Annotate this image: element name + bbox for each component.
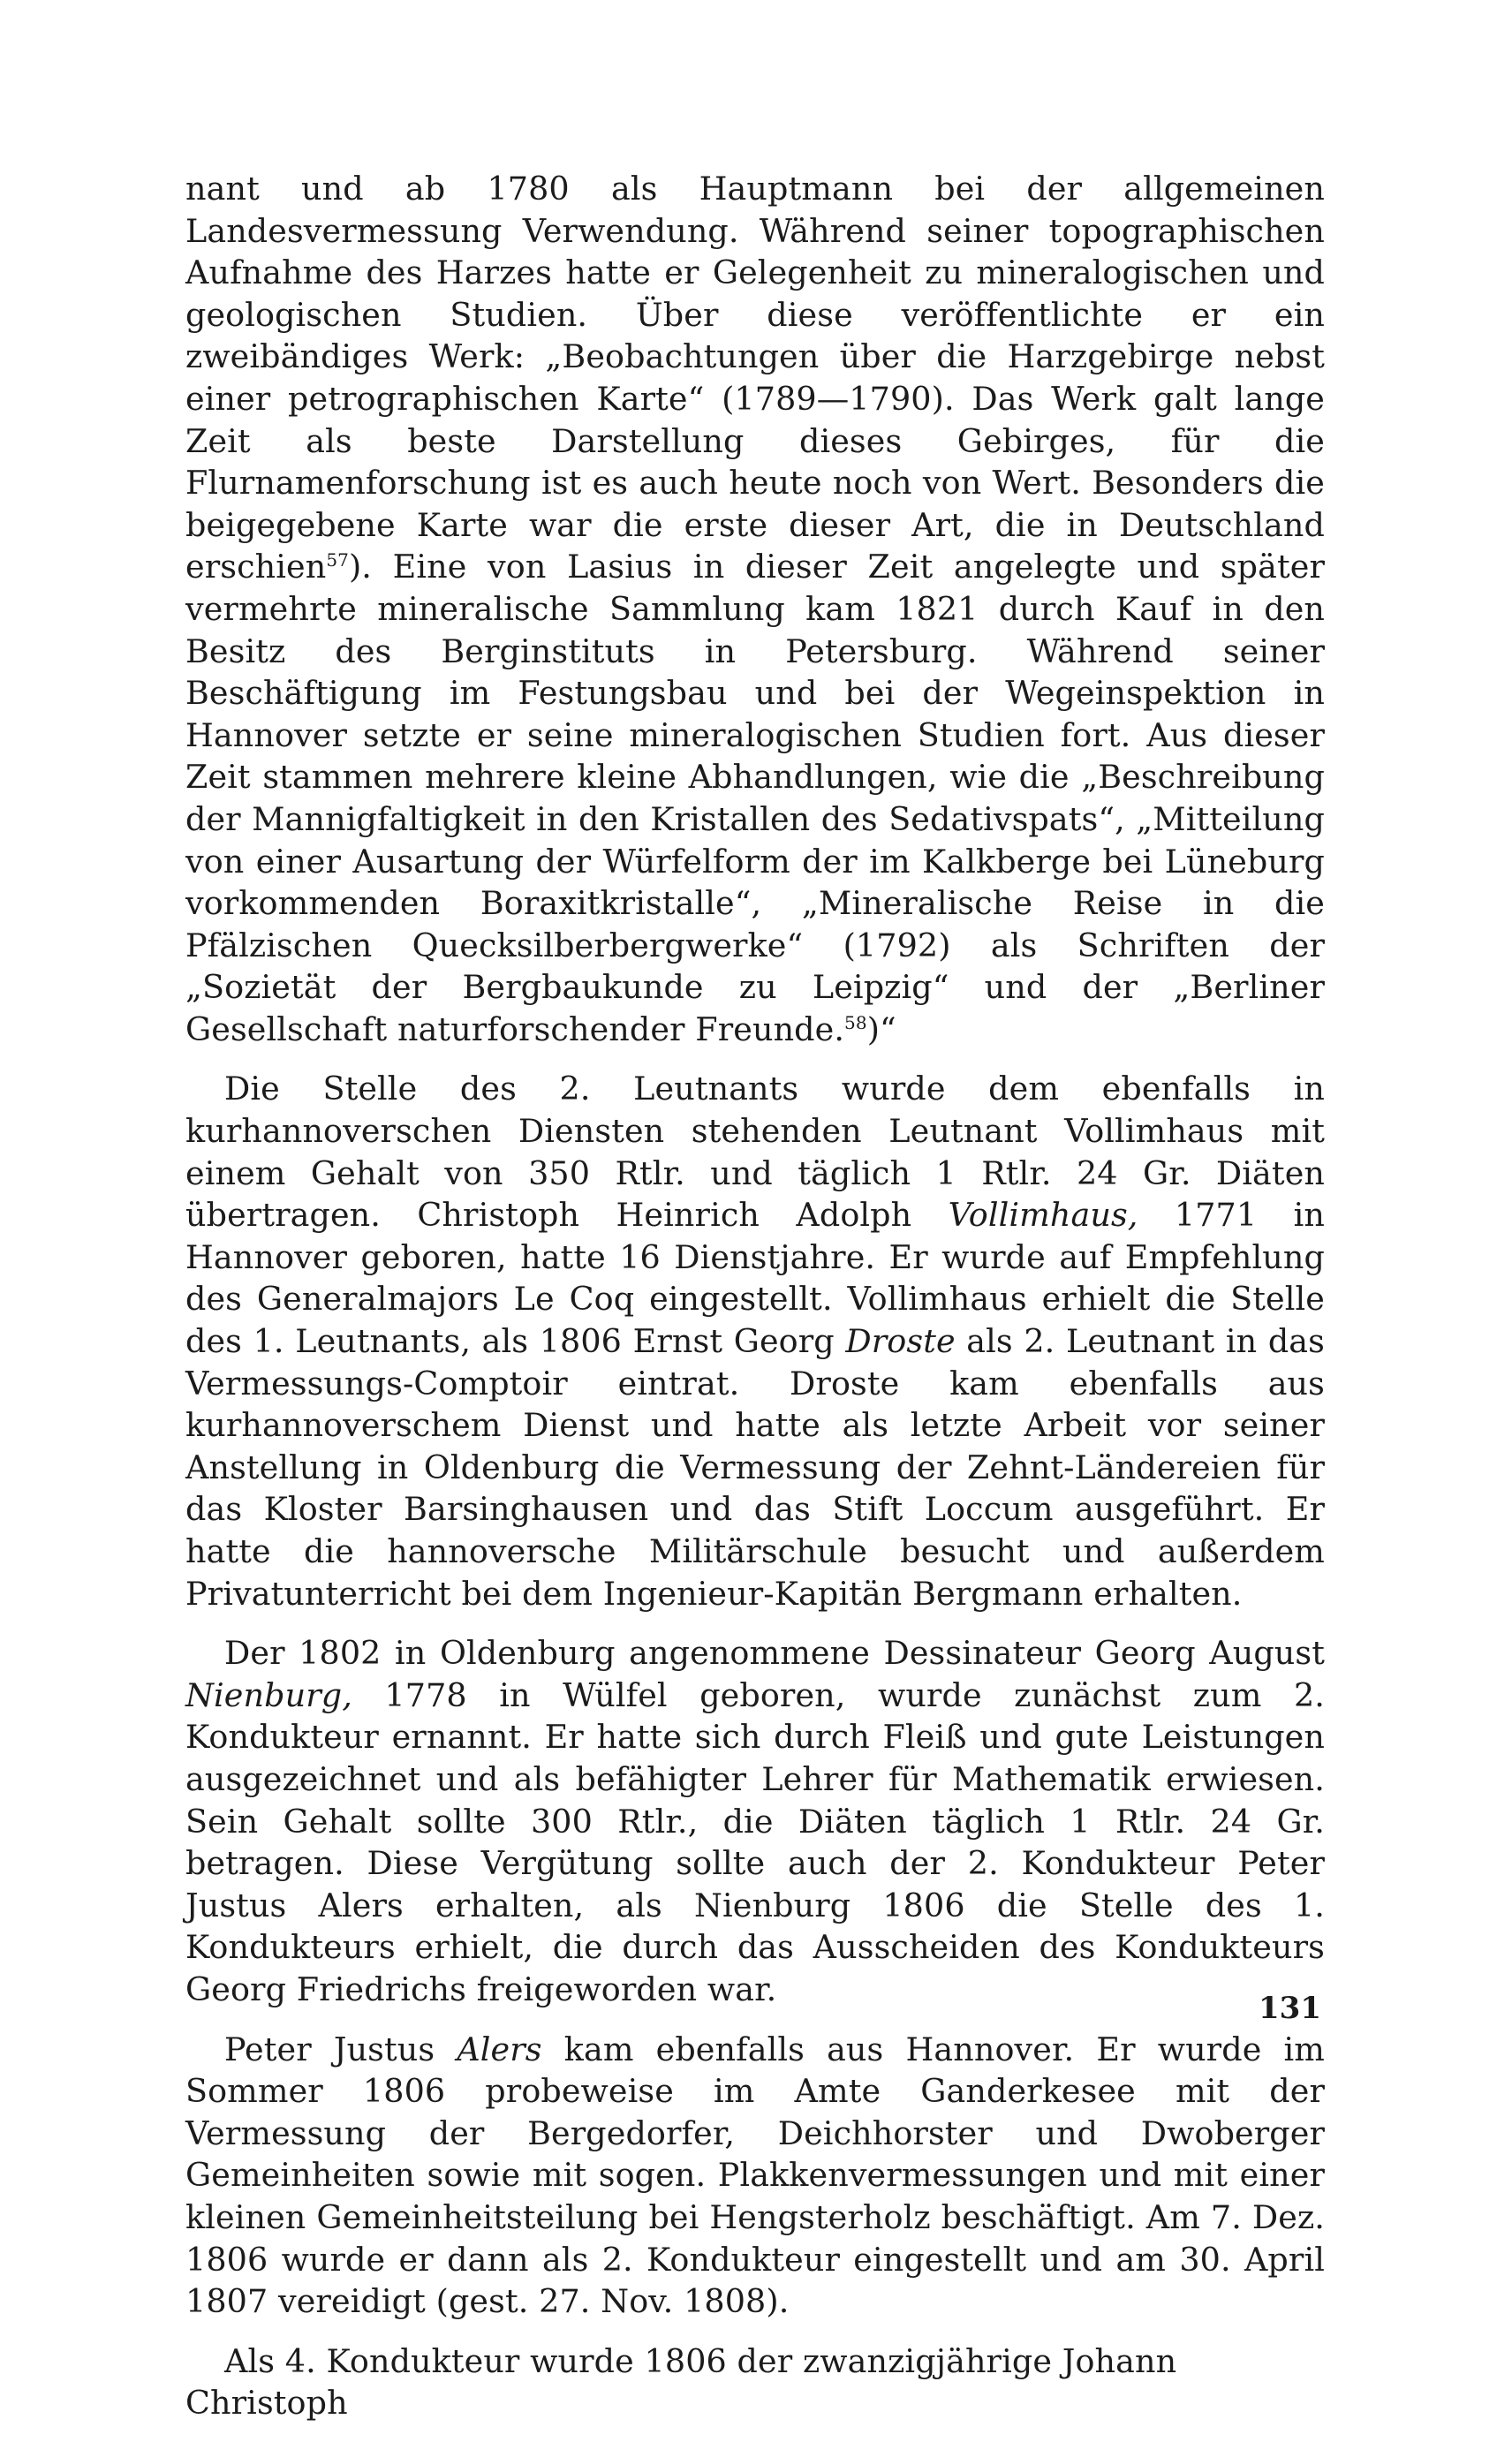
paragraph-vollimhaus xyxy=(185,1068,1325,1614)
text-run: kam ebenfalls aus Hannover. Er wurde im Sommer 1806 probeweise im Amte Ganderkesee mit der Vermessung der Bergedorfer, Deichhorster und Dwoberger Gemeinheiten sowie mit sogen. Plakkenvermessungen und mit einer kleinen Gemeinheitsteilung bei Hengsterholz beschäftigt. Am 7. Dez. 1806 wurde er dann als 2. Kondukteur eingestellt und am 30. April 1807 vereidigt (gest. 27. Nov. 1808). xyxy=(185,2030,1325,2321)
text-run: ). Eine von Lasius in dieser Zeit angelegte und später vermehrte mineralische Sammlung kam 1821 durch Kauf in den Besitz des Berginstituts in Petersburg. Während seiner Beschäftigung im Festungsbau und bei der Wegeinspektion in Hannover setzte er seine mineralogischen Studien fort. Aus dieser Zeit stammen mehrere kleine Abhandlungen, wie die „Beschreibung der Mannigfaltigkeit in den Kristallen des Sedativspats“, „Mitteilung von einer Ausartung der Würfelform der im Kalkberge bei Lüneburg vorkommenden Boraxitkristalle“, „Mineralische Reise in die Pfälzischen Quecksilberbergwerke“ (1792) als Schriften der „Sozietät der Bergbaukunde zu Leipzig“ und der „Berliner Gesellschaft naturforschender Freunde. xyxy=(185,548,1325,1048)
paragraph-alers xyxy=(185,2029,1325,2323)
footnote-ref-58[interactable]: 58 xyxy=(844,1011,867,1033)
page-body xyxy=(185,168,1325,2442)
italic-name-vollimhaus: Vollimhaus, xyxy=(948,1196,1138,1235)
text-run: Der 1802 in Oldenburg angenommene Dessinateur Georg August xyxy=(224,1634,1325,1673)
page-number: 131 xyxy=(1259,1991,1321,2026)
text-run: nant und ab 1780 als Hauptmann bei der allgemeinen Landesvermessung Verwendung. Während seiner topographischen Aufnahme des Harzes hatte er Gelegenheit zu mineralogischen und geologischen Studien. Über diese veröffentlichte er ein zweibändiges Werk: „Beobachtungen über die Harzgebirge nebst einer petrographischen Karte“ (1789—1790). Das Werk galt lange Zeit als beste Darstellung dieses Gebirges, für die Flurnamenforschung ist es auch heute noch von Wert. Besonders die beigegebene Karte war die erste dieser Art, die in Deutschland erschien xyxy=(185,170,1325,586)
footnote-ref-57[interactable]: 57 xyxy=(326,549,349,571)
italic-name-droste: Droste xyxy=(845,1322,956,1361)
text-run: 1771 in Hannover geboren, hatte 16 Dienstjahre. Er wurde auf Empfehlung des Generalmajors Le Coq eingestellt. Vollimhaus erhielt die Stelle des 1. Leutnants, als 1806 Ernst Georg xyxy=(185,1196,1325,1361)
italic-name-alers: Alers xyxy=(457,2030,542,2068)
paragraph-nienburg xyxy=(185,1632,1325,2010)
text-run: als 2. Leutnant in das Vermessungs-Comptoir eintrat. Droste kam ebenfalls aus kurhannoverschem Dienst und hatte als letzte Arbeit vor seiner Anstellung in Oldenburg die Vermessung der Zehnt-Ländereien für das Kloster Barsinghausen und das Stift Loccum ausgeführt. Er hatte die hannoversche Militärschule besucht und außerdem Privatunterricht bei dem Ingenieur-Kapitän Bergmann erhalten. xyxy=(185,1322,1325,1613)
text-run: 1778 in Wülfel geboren, wurde zunächst zum 2. Kondukteur ernannt. Er hatte sich durch Fleiß und gute Leistungen ausgezeichnet und als befähigter Lehrer für Mathematik erwiesen. Sein Gehalt sollte 300 Rtlr., die Diäten täglich 1 Rtlr. 24 Gr. betragen. Diese Vergütung sollte auch der 2. Kondukteur Peter Justus Alers erhalten, als Nienburg 1806 die Stelle des 1. Kondukteurs erhielt, die durch das Ausscheiden des Kondukteurs Georg Friedrichs freigeworden war. xyxy=(185,1675,1325,2008)
italic-name-nienburg: Nienburg, xyxy=(185,1675,352,1714)
paragraph-lasius xyxy=(185,168,1325,1050)
paragraph-fourth-kondukteur xyxy=(185,2340,1325,2424)
text-run: Die Stelle des 2. Leutnants wurde dem ebenfalls in kurhannoverschen Diensten stehenden Leutnant Vollimhaus mit einem Gehalt von 350 Rtlr. und täglich 1 Rtlr. 24 Gr. Diäten übertragen. Christoph Heinrich Adolph xyxy=(185,1070,1325,1235)
text-run: )“ xyxy=(866,1009,896,1048)
text-run: Als 4. Kondukteur wurde 1806 der zwanzigjährige Johann Christoph xyxy=(185,2341,1177,2423)
text-run: Peter Justus xyxy=(224,2030,457,2068)
